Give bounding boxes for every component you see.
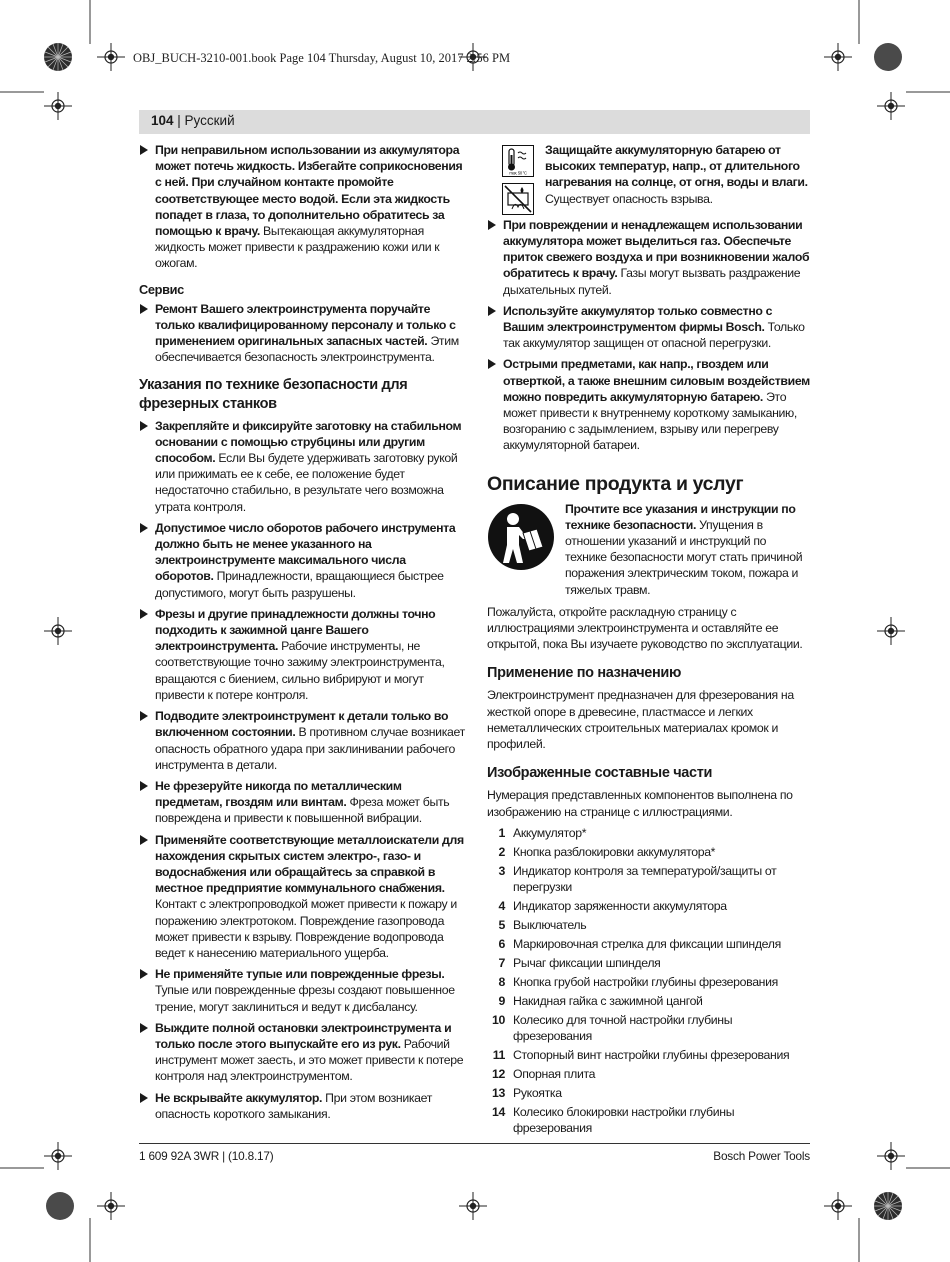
read-warning-text: Упущения в отношении указаний и инструкций по технике безопасности могут стать причиной поражения электрическим током, пожара и тяжелых травм. [565, 517, 803, 597]
item-label: Маркировочная стрелка для фиксации шпинделя [513, 936, 781, 951]
item-number: 12 [492, 1067, 505, 1082]
list-item [487, 217, 810, 298]
page-number: 104 [151, 113, 174, 128]
list-item [487, 1104, 810, 1136]
item-label: Кнопка разблокировки аккумулятора* [513, 844, 716, 859]
heat-warning-text: Существует опасность взрыва. [545, 191, 713, 206]
item-bold: Не применяйте тупые или поврежденные фрезы. [155, 967, 445, 982]
right-column [487, 142, 810, 1139]
list-item [139, 1090, 465, 1122]
footer-left: 1 609 92A 3WR | (10.8.17) [139, 1149, 274, 1163]
foldout-instruction: Пожалуйста, откройте раскладную страницу с иллюстрациями электроинструмента и оставляйте ее открытой, пока Вы изучаете руководство по эксплуатации. [487, 604, 803, 652]
item-label: Выключатель [513, 917, 587, 932]
book-info-line: OBJ_BUCH-3210-001.book Page 104 Thursday, August 10, 2017 2:56 PM [133, 51, 511, 65]
list-item [487, 917, 810, 933]
bullet-arrow-icon [140, 145, 148, 155]
item-number: 10 [492, 1012, 505, 1027]
bullet-arrow-icon [488, 359, 496, 369]
bullet-arrow-icon [140, 1023, 148, 1033]
battery-temperature-icon [502, 145, 534, 177]
list-item [487, 898, 810, 914]
list-item [487, 936, 810, 952]
item-text: Только так аккумулятор защищен от опасной перегрузки. [503, 320, 805, 351]
service-item-text: Этим обеспечивается безопасность электроинструмента. [155, 334, 459, 365]
page-header [151, 113, 235, 128]
item-label: Колесико для точной настройки глубины фрезерования [513, 1012, 733, 1044]
item-text: Контакт с электропроводкой может привести к пожару и поражению электротоком. Повреждение газопровода может привести к взрыву. Повреждение водопровода ведет к нанесению материального ущерба. [155, 897, 457, 960]
list-item [487, 1085, 810, 1101]
item-text: Это может привести к внутреннему короткому замыканию, возгоранию с задымлением, взрыву или перегреву аккумуляторной батареи. [503, 389, 798, 453]
max-temperature-label: max. 50 °C [509, 170, 527, 176]
item-text: Если Вы будете удерживать заготовку рукой или прижимать ее к себе, ее положение будет недостаточно стабильно, в результате чего возможна утрата контроля. [155, 451, 458, 514]
item-number: 6 [498, 936, 505, 951]
item-number: 11 [492, 1048, 505, 1063]
list-item [487, 825, 810, 841]
item-text: Тупые или поврежденные фрезы создают повышенное трение, могут заклиниться и ведут к дисбалансу. [155, 983, 455, 1014]
item-number: 4 [498, 898, 505, 913]
footer-rule [139, 1143, 810, 1144]
item-label: Рукоятка [513, 1086, 562, 1101]
service-item-bold: Ремонт Вашего электроинструмента поручайте только квалифицированному персоналу и только с применением оригинальных запасных частей. [155, 301, 456, 349]
list-item [139, 520, 465, 601]
intended-use-heading: Применение по назначению [487, 665, 682, 682]
item-text: Газы могут вызвать раздражение дыхательных путей. [503, 266, 801, 297]
item-text: При этом возникает опасность короткого замыкания. [155, 1090, 432, 1121]
read-manual-icon [487, 503, 555, 571]
list-item [487, 974, 810, 990]
bullet-arrow-icon [140, 969, 148, 979]
list-item [139, 966, 465, 1015]
item-bold: Фрезы и другие принадлежности должны точно подходить к зажимной цанге Вашего электроинструмента. [155, 606, 436, 654]
item-label: Опорная плита [513, 1067, 596, 1082]
item-label: Рычаг фиксации шпинделя [513, 955, 661, 970]
item-number: 14 [492, 1105, 505, 1120]
item-bold: При повреждении и ненадлежащем использовании аккумулятора может выделиться газ. Обеспечьте приток свежего воздуха и при возникновении жалоб обратитесь к врачу. [503, 217, 810, 281]
list-item [487, 356, 810, 453]
item-bold: Не фрезеруйте никогда по металлическим предметам, гвоздям или винтам. [155, 778, 402, 810]
list-item [139, 418, 465, 515]
item-number: 13 [492, 1086, 505, 1101]
page-header-bar [139, 110, 810, 134]
bullet-arrow-icon [140, 711, 148, 721]
item-bold: Острыми предметами, как напр., гвоздем или отверткой, а также внешним силовым воздействием можно повредить аккумуляторную батарею. [503, 357, 810, 404]
item-number: 7 [498, 955, 505, 970]
leak-warning-bold: При неправильном использовании из аккумулятора может потечь жидкость. Избегайте соприкосновения с ней. При случайном контакте промойте соответствующее место водой. Если эта жидкость попадет в глаза, то дополнительно обратитесь за помощью к врачу. [155, 143, 463, 239]
item-number: 1 [498, 825, 505, 840]
item-number: 3 [498, 863, 505, 878]
item-number: 5 [498, 917, 505, 932]
intended-use-text: Электроинструмент предназначен для фрезерования на жесткой опоре в древесине, пластмассе и легких неметаллических строительных материалах кромок и профилей. [487, 688, 794, 752]
bullet-arrow-icon [140, 523, 148, 533]
bullet-arrow-icon [140, 835, 148, 845]
item-bold: Выждите полной остановки электроинструмента и только после этого выпускайте его из рук. [155, 1020, 452, 1051]
bullet-arrow-icon [488, 220, 496, 230]
item-bold: Допустимое число оборотов рабочего инструмента должно быть не менее указанного на электроинструменте максимального числа оборотов. [155, 520, 456, 584]
list-item [487, 303, 810, 352]
left-column [139, 142, 465, 1127]
header-language: Русский [184, 113, 235, 128]
item-bold: Применяйте соответствующие металлоискатели для нахождения скрытых систем электро-, газо- и водоснабжения или обращайтесь за справкой в местное предприятие коммунального снабжения. [155, 832, 464, 896]
list-item [139, 1020, 465, 1085]
bullet-arrow-icon [140, 781, 148, 791]
components-list [487, 825, 810, 1137]
item-label: Накидная гайка с зажимной цангой [513, 993, 703, 1008]
list-item [139, 708, 465, 773]
item-label: Стопорный винт настройки глубины фрезерования [513, 1048, 790, 1063]
leak-warning-text: Вытекающая аккумуляторная жидкость может привести к раздражению кожи или к ожогам. [155, 224, 440, 271]
list-item [487, 955, 810, 971]
list-item [487, 1012, 810, 1044]
components-intro: Нумерация представленных компонентов выполнена по изображению на странице с иллюстрациями. [487, 788, 793, 819]
item-label: Кнопка грубой настройки глубины фрезерования [513, 974, 778, 989]
item-bold: Не вскрывайте аккумулятор. [155, 1090, 323, 1105]
item-number: 2 [498, 844, 505, 859]
item-text: Принадлежности, вращающиеся быстрее допустимого, могут быть разрушены. [155, 569, 444, 600]
bullet-arrow-icon [140, 609, 148, 619]
list-item [487, 863, 810, 895]
item-label: Аккумулятор* [513, 825, 587, 840]
read-instructions-warning [487, 501, 810, 598]
leak-warning [139, 142, 465, 272]
item-text: Рабочий инструмент может заесть, и это может привести к потере контроля над электроинструментом. [155, 1036, 464, 1084]
battery-fire-water-prohibited-icon [502, 183, 534, 215]
bullet-arrow-icon [140, 421, 148, 431]
bullet-arrow-icon [140, 304, 148, 314]
router-safety-heading: Указания по технике безопасности для фрезерных станков [139, 376, 408, 412]
item-label: Индикатор контроля за температурой/защиты от перегрузки [513, 863, 777, 894]
list-item [487, 993, 810, 1009]
list-item [487, 1047, 810, 1063]
item-bold: Используйте аккумулятор только совместно с Вашим электроинструментом фирмы Bosch. [503, 303, 773, 335]
list-item [139, 778, 465, 827]
item-text: Фреза может быть повреждена и привести к повышенной вибрации. [155, 795, 450, 826]
item-number: 9 [498, 993, 505, 1008]
item-label: Индикатор заряженности аккумулятора [513, 898, 727, 913]
list-item [487, 844, 810, 860]
item-label: Колесико блокировки настройки глубины фрезерования [513, 1105, 735, 1136]
read-warning-bold: Прочтите все указания и инструкции по технике безопасности. [565, 501, 796, 532]
heat-warning [487, 142, 810, 207]
list-item [139, 606, 465, 703]
header-separator: | [173, 113, 185, 128]
item-text: В противном случае возникает опасность обратного удара при заклинивании рабочего инструмента в детали. [155, 725, 465, 772]
heat-warning-bold: Защищайте аккумуляторную батарею от высоких температур, напр., от длительного нагревания на солнце, от огня, воды и влаги. [545, 143, 808, 190]
item-text: Рабочие инструменты, не соответствующие точно зажиму электроинструмента, вращаются с биением, сильно вибрируют и могут привести к потере контроля. [155, 639, 445, 702]
bullet-arrow-icon [140, 1093, 148, 1103]
item-bold: Закрепляйте и фиксируйте заготовку на стабильном основании с помощью струбцины или другим способом. [155, 418, 462, 466]
service-heading: Сервис [139, 281, 184, 297]
components-heading: Изображенные составные части [487, 765, 713, 782]
list-item [139, 832, 465, 962]
bullet-arrow-icon [488, 306, 496, 316]
list-item [487, 1066, 810, 1082]
product-description-heading: Описание продукта и услуг [487, 472, 744, 495]
item-number: 8 [498, 974, 505, 989]
item-bold: Подводите электроинструмент к детали только во включенном состоянии. [155, 709, 449, 740]
service-item [139, 301, 465, 366]
footer-right: Bosch Power Tools [713, 1149, 810, 1163]
